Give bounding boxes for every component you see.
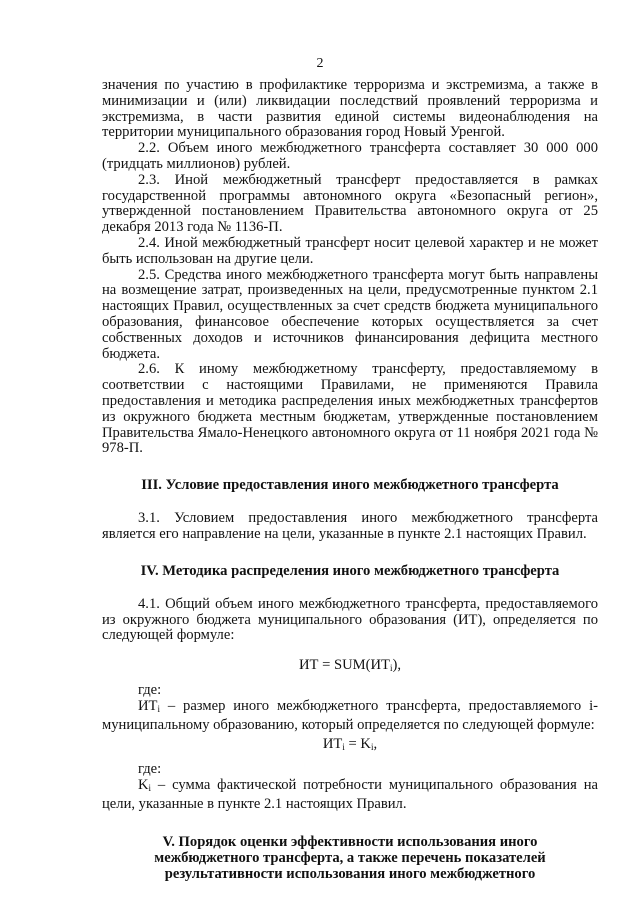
- paragraph-3-1: 3.1. Условием предоставления иного межбюджетного трансферта является его направление на цели, указанные в пункте 2.1 настоящих Правил.: [102, 510, 598, 542]
- formula-it-i: $ИТ_i = K_i$,: [322, 736, 378, 753]
- page-number: 2: [316, 56, 324, 71]
- paragraph-2-4: 2.4. Иной межбюджетный трансферт носит целевой характер и не может быть использован на другие цели.: [102, 234, 598, 267]
- formula-total: ИТ = $SUM(ИТ_i)$,: [299, 657, 401, 674]
- definition-it-i: $ИТ_i$ – размер иного межбюджетного трансферта, предоставляемого i-муниципальному образованию, который определяется по следующей формуле:: [102, 697, 598, 733]
- section-5-heading: V. Порядок оценки эффективности использования иного межбюджетного трансферта, а также перечень показателей результативности использования иного межбюджетного: [154, 834, 546, 883]
- where-label-1: где:: [138, 681, 162, 698]
- paragraph-continuation: значения по участию в профилактике терроризма и экстремизма, а также в минимизации и (или) ликвидации последствий проявлений терроризма и экстремизма, в части развития единой системы видеонаблюдения на территории муниципального образования город Новый Уренгой.: [102, 77, 598, 141]
- definition-k-i: $K_i$ – сумма фактической потребности муниципального образования на цели, указанные в пункте 2.1 настоящих Правил.: [102, 776, 598, 812]
- paragraph-2-5: 2.5. Средства иного межбюджетного трансферта могут быть направлены на возмещение затрат, произведенных на цели, предусмотренные пунктом 2.1 настоящих Правил, осуществленных за счет средств бюджета муниципального образования, финансовое обеспечение которых осуществляется за счет собственных доходов и источников финансирования дефицита местного бюджета.: [102, 266, 598, 362]
- paragraph-2-6: 2.6. К иному межбюджетному трансферту, предоставляемому в соответствии с настоящими Правилами, не применяются Правила предоставления и методика распределения иных межбюджетных трансфертов из окружного бюджета местным бюджетам, утвержденные постановлением Правительства Ямало-Ненецкого автономного округа от 11 ноября 2021 года № 978-П.: [102, 361, 598, 457]
- section-3-heading: III. Условие предоставления иного межбюджетного трансферта: [141, 477, 559, 494]
- section-4-heading: IV. Методика распределения иного межбюджетного трансферта: [140, 562, 560, 579]
- document-body: [102, 78, 598, 882]
- paragraph-2-2: 2.2. Объем иного межбюджетного трансферта составляет 30 000 000 (тридцать миллионов) рублей.: [102, 140, 598, 172]
- where-label-2: где:: [138, 761, 162, 778]
- paragraph-4-1: 4.1. Общий объем иного межбюджетного трансферта, предоставляемого из окружного бюджета муниципального образования (ИТ), определяется по следующей формуле:: [102, 595, 598, 644]
- paragraph-2-3: 2.3. Иной межбюджетный трансферт предоставляется в рамках государственной программы автономного округа «Безопасный регион», утвержденной постановлением Правительства автономного округа от 25 декабря 2013 года № 1136-П.: [102, 171, 598, 236]
